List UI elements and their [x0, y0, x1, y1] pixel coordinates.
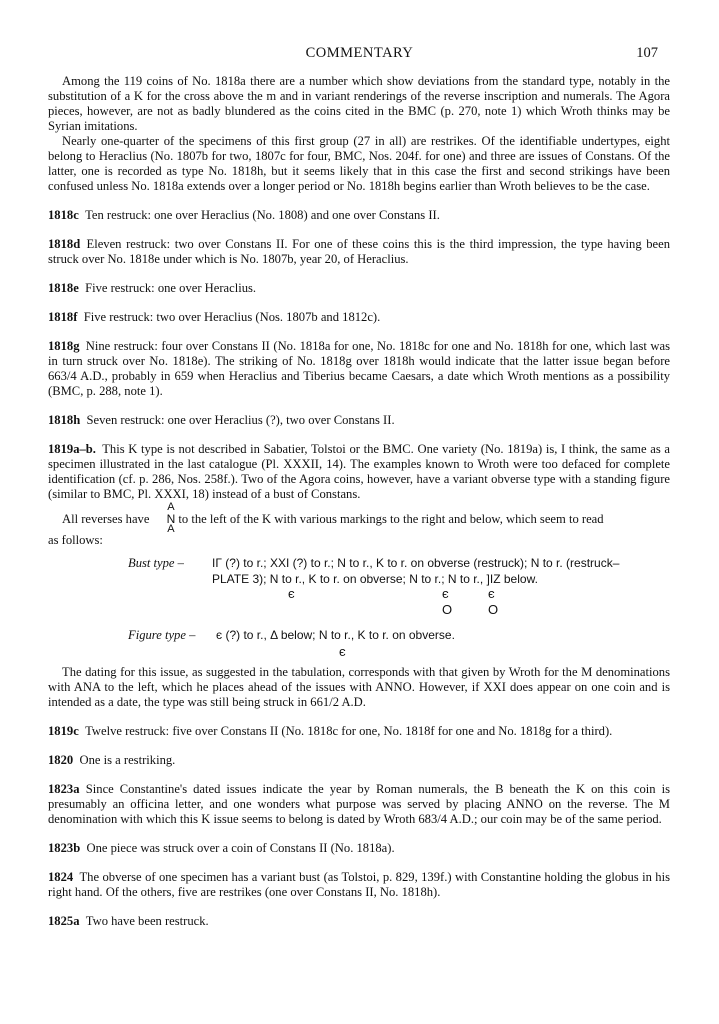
reverse-paragraph	[48, 501, 670, 535]
entry-number: 1820	[48, 753, 74, 767]
bust-mark-1: є	[288, 586, 295, 601]
entry-1818h	[48, 413, 670, 428]
entry-1818g	[48, 339, 670, 399]
entry-text: This K type is not described in Sabatier, Tolstoi or the BMC. One variety (No. 1819a) is, I think, the same as a specimen illustrated in the last catalogue (Pl. XXXII, 14). The examples known to Wroth were too defaced for complete identification (cf. p. 286, Nos. 258f.). Two of the Agora coins, however, have a variant obverse type with a standing figure (similar to BMC, Pl. XXXI, 18) instead of a bust of Constans.	[48, 442, 670, 501]
entry-1823a	[48, 782, 670, 827]
figure-type-label: Figure type –	[128, 628, 196, 642]
monogram-bottom: A	[167, 523, 175, 535]
entry-number: 1819a–b.	[48, 442, 96, 456]
monogram-top: A	[167, 501, 175, 513]
entry-text: One piece was struck over a coin of Constans II (No. 1818a).	[86, 841, 395, 855]
entry-number: 1823a	[48, 782, 80, 796]
entry-1818e	[48, 281, 670, 296]
entry-text: Two have been restruck.	[85, 914, 209, 928]
entry-number: 1823b	[48, 841, 81, 855]
entry-1823b	[48, 841, 670, 856]
reverse-text-c: as follows:	[48, 533, 103, 547]
commentary-body	[48, 74, 670, 929]
entry-1825a	[48, 914, 670, 929]
entry-number: 1818e	[48, 281, 79, 295]
entry-number: 1818g	[48, 339, 80, 353]
type-tabulation	[48, 554, 670, 689]
entry-number: 1825a	[48, 914, 80, 928]
bust-type-label: Bust type –	[128, 556, 184, 570]
entry-text: Ten restruck: one over Heraclius (No. 1808) and one over Constans II.	[85, 208, 440, 222]
bust-mark-2: є	[442, 586, 449, 601]
bust-type-line-2: PLATE 3); N to r., K to r. on obverse; N to r.; N to r., ]IZ below.	[212, 572, 538, 586]
entry-1824	[48, 870, 670, 900]
entry-1820	[48, 753, 670, 768]
bust-mark-5: O	[488, 602, 499, 617]
entry-text: Eleven restruck: two over Constans II. For one of these coins this is the third impression, the type having been struck over No. 1818e under which is No. 1807b, year 20, of Heraclius.	[48, 237, 670, 266]
entry-text: Nine restruck: four over Constans II (No. 1818a for one, No. 1818c for one and No. 1818h for one, which last was in turn struck over No. 1818e). The striking of No. 1818g over 1818h would indicate that the latter issue began before 663/4 A.D., probably in 659 when Heraclius and Tiberius became Caesars, a date which Wroth mentions as a possibility (BMC, p. 288, note 1).	[48, 339, 670, 398]
paragraph-restrikes: Nearly one-quarter of the specimens of this first group (27 in all) are restrikes. Of the identifiable undertypes, eight belong to Heraclius (No. 1807b for two, 1807c for four, BMC, Nos. 204f. for one) and three are issues of Constans. Of the latter, one is recorded as type No. 1818h, but it seems likely that in this case the first and second strikings have been confused unless No. 1818a extends over a longer period or No. 1818h begins earlier than Wroth believes to be the case.	[48, 134, 670, 193]
entry-text: Five restruck: two over Heraclius (Nos. 1807b and 1812c).	[83, 310, 381, 324]
stacked-monogram	[153, 501, 176, 535]
bust-type-line-1: IΓ (?) to r.; XXI (?) to r.; N to r., K to r. on obverse (restruck); N to r. (restruck–	[212, 556, 620, 570]
entry-number: 1819c	[48, 724, 79, 738]
entry-text: Since Constantine's dated issues indicate the year by Roman numerals, the B beneath the K on this coin is presumably an officina letter, and one wonders what purpose was served by placing ANNO on the reverse. The M denomination with which this K issue seems to belong is dated by Wroth 683/4 A.D.; our coin may be of the same period.	[48, 782, 670, 826]
figure-type-line: є (?) to r., Δ below; N to r., K to r. on obverse.	[216, 628, 455, 642]
entry-text: Five restruck: one over Heraclius.	[85, 281, 257, 295]
paragraph-1818a: Among the 119 coins of No. 1818a there are a number which show deviations from the standard type, notably in the substitution of a K for the cross above the m and in variant renderings of the reverse inscription and numerals. The Agora pieces, however, are not as badly blundered as the coins cited in the BMC (p. 270, note 1) which Wroth thinks may be Syrian imitations.	[48, 74, 670, 133]
reverse-text-b: to the left of the K with various markings to the right and below, which seem to read	[178, 512, 604, 526]
monogram-mid: N	[166, 512, 176, 526]
entry-text: Seven restruck: one over Heraclius (?), two over Constans II.	[86, 413, 395, 427]
entry-1819c	[48, 724, 670, 739]
entry-number: 1818f	[48, 310, 78, 324]
entry-1818d	[48, 237, 670, 267]
entry-number: 1818d	[48, 237, 81, 251]
entry-1818c	[48, 208, 670, 223]
figure-mark-1: є	[339, 644, 346, 659]
entry-1819ab	[48, 442, 670, 502]
entry-1818f	[48, 310, 670, 325]
entry-number: 1824	[48, 870, 74, 884]
entry-number: 1818c	[48, 208, 79, 222]
page-number: 107	[636, 45, 658, 61]
entry-text: The obverse of one specimen has a variant bust (as Tolstoi, p. 829, 139f.) with Constantine holding the globus in his right hand. Of the others, five are restrikes (one over Constans II, No. 1818h).	[48, 870, 670, 899]
entry-text: One is a restriking.	[79, 753, 176, 767]
paragraph-dating: The dating for this issue, as suggested in the tabulation, corresponds with that given by Wroth for the M denominations with ANA to the left, which he places ahead of the issues with ANNO. However, if XXI does appear on one coin and is intended as a date, the type was still being struck in 661/2 A.D.	[48, 665, 670, 709]
running-header	[0, 43, 719, 65]
entry-text: Twelve restruck: five over Constans II (No. 1818c for one, No. 1818f for one and No. 1818g for a third).	[85, 724, 613, 738]
reverse-text-a: All reverses have	[62, 512, 150, 526]
running-title: COMMENTARY	[305, 45, 414, 61]
bust-mark-4: O	[442, 602, 453, 617]
bust-mark-3: є	[488, 586, 495, 601]
entry-number: 1818h	[48, 413, 81, 427]
